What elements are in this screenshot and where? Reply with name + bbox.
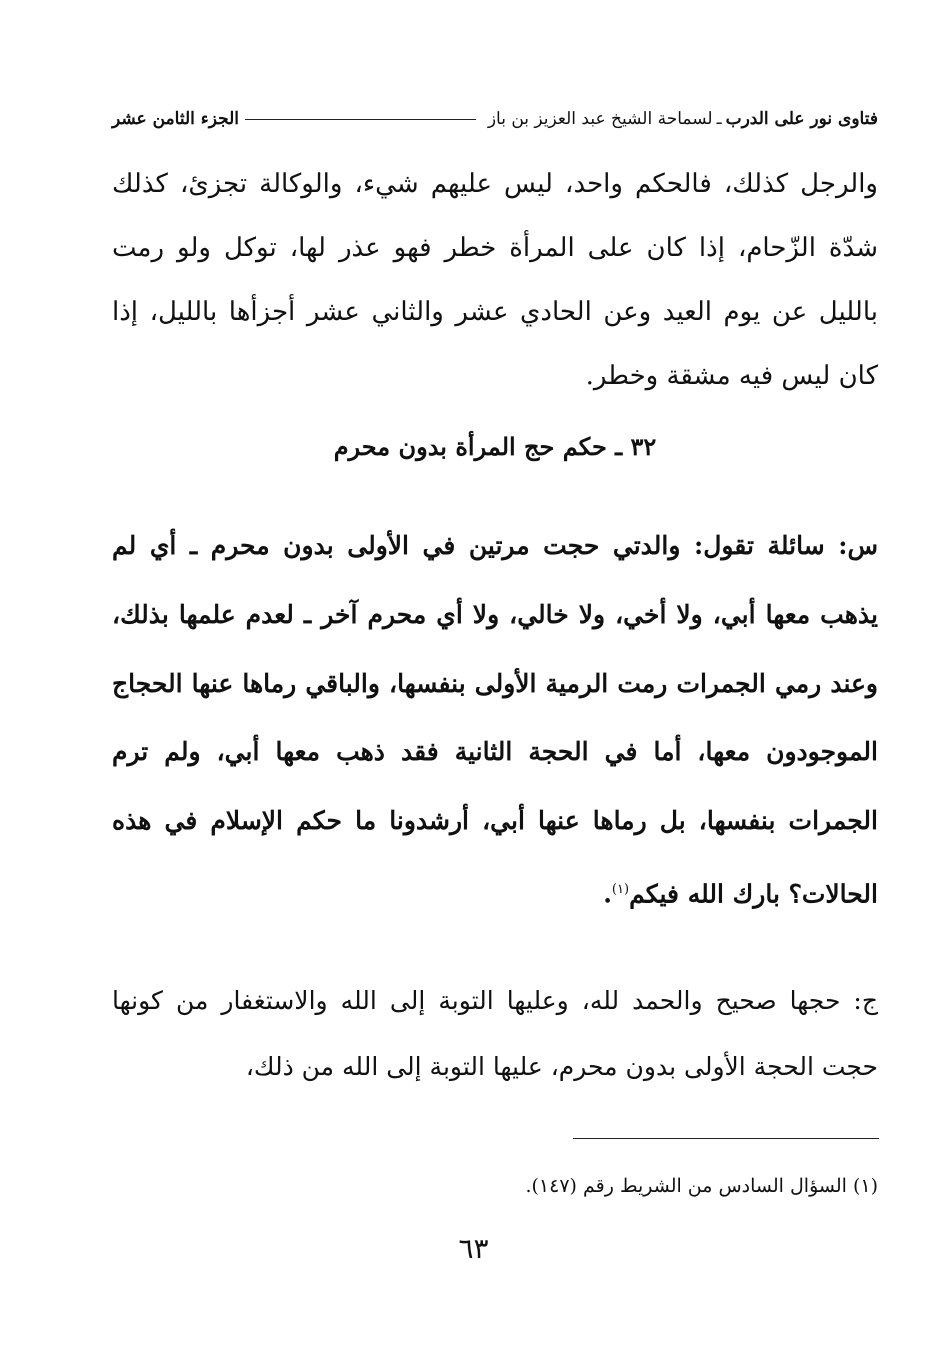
section-heading: ٣٢ ـ حكم حج المرأة بدون محرم xyxy=(333,432,657,461)
header-separator: ـ xyxy=(716,109,722,129)
footnote: (١) السؤال السادس من الشريط رقم (١٤٧). xyxy=(525,1175,878,1197)
footnote-rule xyxy=(573,1138,879,1139)
header-author: لسماحة الشيخ عبد العزيز بن باز xyxy=(487,109,713,129)
header-rule xyxy=(245,119,476,120)
question-text: س: سائلة تقول: والدتي حجت مرتين في الأولى بدون محرم ـ أي لم يذهب معها أبي، ولا أخي، ولا خالي، ولا أي محرم آخر ـ لعدم علمها بذلك، وعند رمي الجمرات رمت الرمية الأولى بنفسها، والباقي رماها عنها الحجاج الموجودون معها، أما في الحجة الثانية فقد ذهب معها أبي، ولم ترم الجمرات بنفسها، بل رماها عنها أبي، أرشدونا ما حكم الإسلام في هذه الحالات؟ بارك الله فيكم xyxy=(112,531,878,909)
question-paragraph xyxy=(112,512,878,929)
book-title: فتاوى نور على الدرب xyxy=(725,109,878,129)
footnote-marker: (١) xyxy=(611,881,630,897)
question-end-mark: . xyxy=(603,879,612,909)
volume-label: الجزء الثامن عشر xyxy=(112,109,240,129)
page-number: ٦٣ xyxy=(458,1232,489,1265)
running-header xyxy=(112,104,878,134)
paragraph-continuation: والرجل كذلك، فالحكم واحد، ليس عليهم شيء، والوكالة تجزئ، كذلك شدّة الزّحام، إذا كان على المرأة خطر فهو عذر لها، توكل ولو رمت بالليل عن يوم العيد وعن الحادي عشر والثاني عشر أجزأها بالليل، إذا كان ليس فيه مشقة وخطر. xyxy=(112,169,878,391)
answer-paragraph: ج: حجها صحيح والحمد لله، وعليها التوبة إلى الله والاستغفار من كونها حجت الحجة الأولى بدون محرم، عليها التوبة إلى الله من ذلك، xyxy=(112,986,878,1081)
